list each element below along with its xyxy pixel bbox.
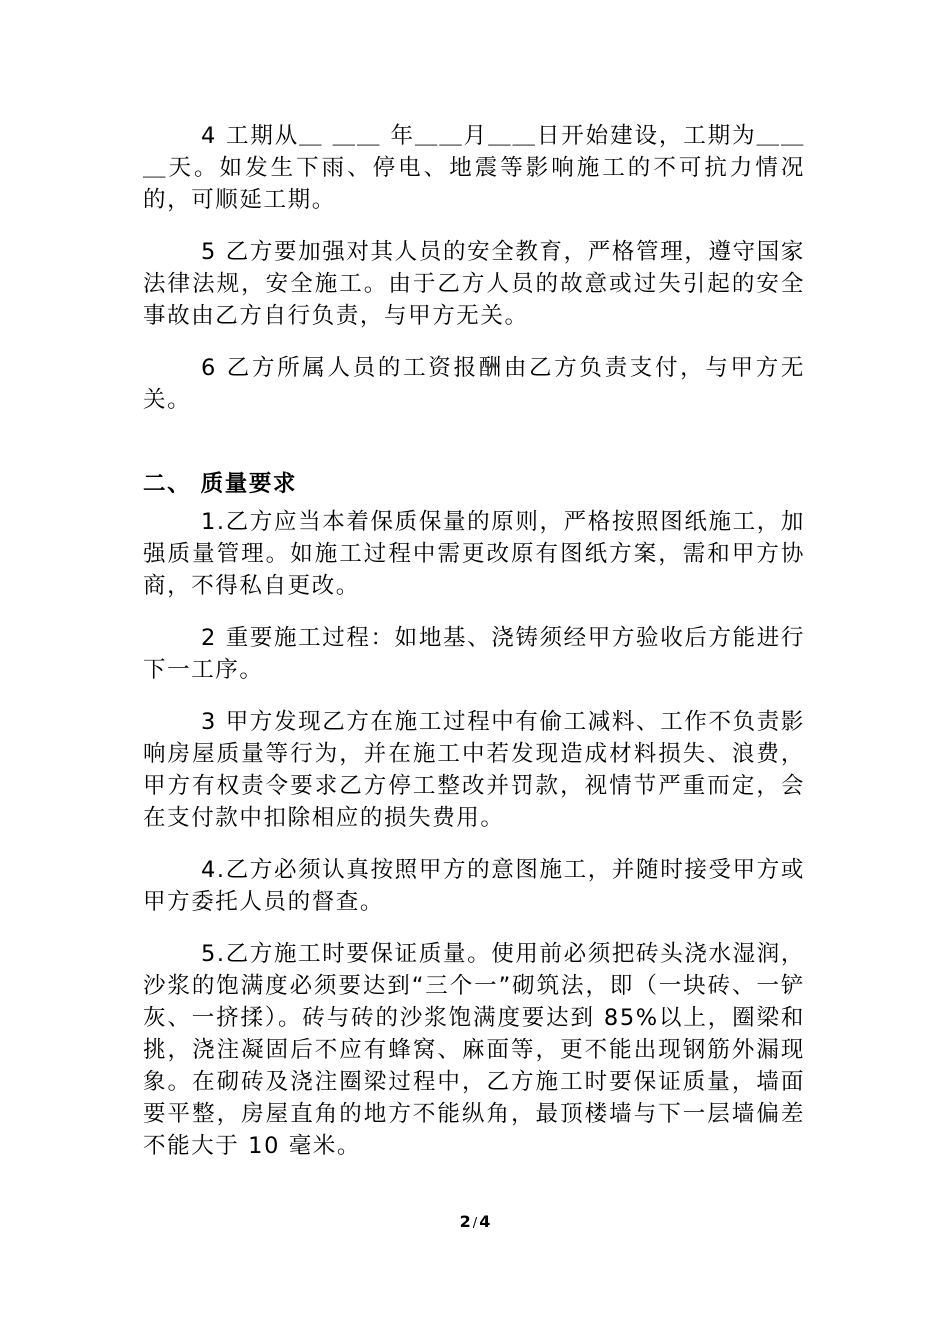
total-pages: 4 [479,1212,491,1231]
clause-6-wages: 6 乙方所属人员的工资报酬由乙方负责支付，与甲方无关。 [143,355,805,413]
quality-clause-2: 2 重要施工过程：如地基、浇铸须经甲方验收后方能进行下一工序。 [143,625,805,683]
quality-clause-3: 3 甲方发现乙方在施工过程中有偷工减料、工作不负责影响房屋质量等行为，并在施工中若发现造成材料损失、浪费，甲方有权责令要求乙方停工整改并罚款，视情节严重而定，会在支付款中扣除相应的损失费用。 [143,709,805,831]
quality-clause-1: 1.乙方应当本着保质保量的原则，严格按照图纸施工，加强质量管理。如施工过程中需更改原有图纸方案，需和甲方协商，不得私自更改。 [143,509,805,599]
current-page-number: 2 [459,1212,471,1231]
clause-4-schedule: 4 工期从＿ ＿＿ 年＿＿月＿＿日开始建设，工期为＿＿＿天。如发生下雨、停电、地震等影响施工的不可抗力情况的，可顺延工期。 [143,123,805,213]
clause-5-safety: 5 乙方要加强对其人员的安全教育，严格管理，遵守国家法律法规，安全施工。由于乙方人员的故意或过失引起的安全事故由乙方自行负责，与甲方无关。 [143,239,805,329]
page-number [0,1212,950,1231]
document-body [143,120,805,1162]
section-heading-quality: 二、 质量要求 [143,471,298,497]
page-separator: / [472,1216,478,1231]
quality-clause-4: 4.乙方必须认真按照甲方的意图施工，并随时接受甲方或甲方委托人员的督查。 [143,857,805,915]
quality-clause-5: 5.乙方施工时要保证质量。使用前必须把砖头浇水湿润， 沙浆的饱满度必须要达到“三个一”砌筑法，即（一块砖、一铲灰、一挤揉）。砖与砖的沙浆饱满度要达到 85%以上，圈梁和挑，浇注凝固后不应有蜂窝、麻面等，更不能出现钢筋外漏现象。在砌砖及浇注圈梁过程中，乙方施工时要保证质量，墙面要平整，房屋直角的地方不能纵角，最顶楼墙与下一层墙偏差不能大于 10 毫米。 [143,941,805,1159]
